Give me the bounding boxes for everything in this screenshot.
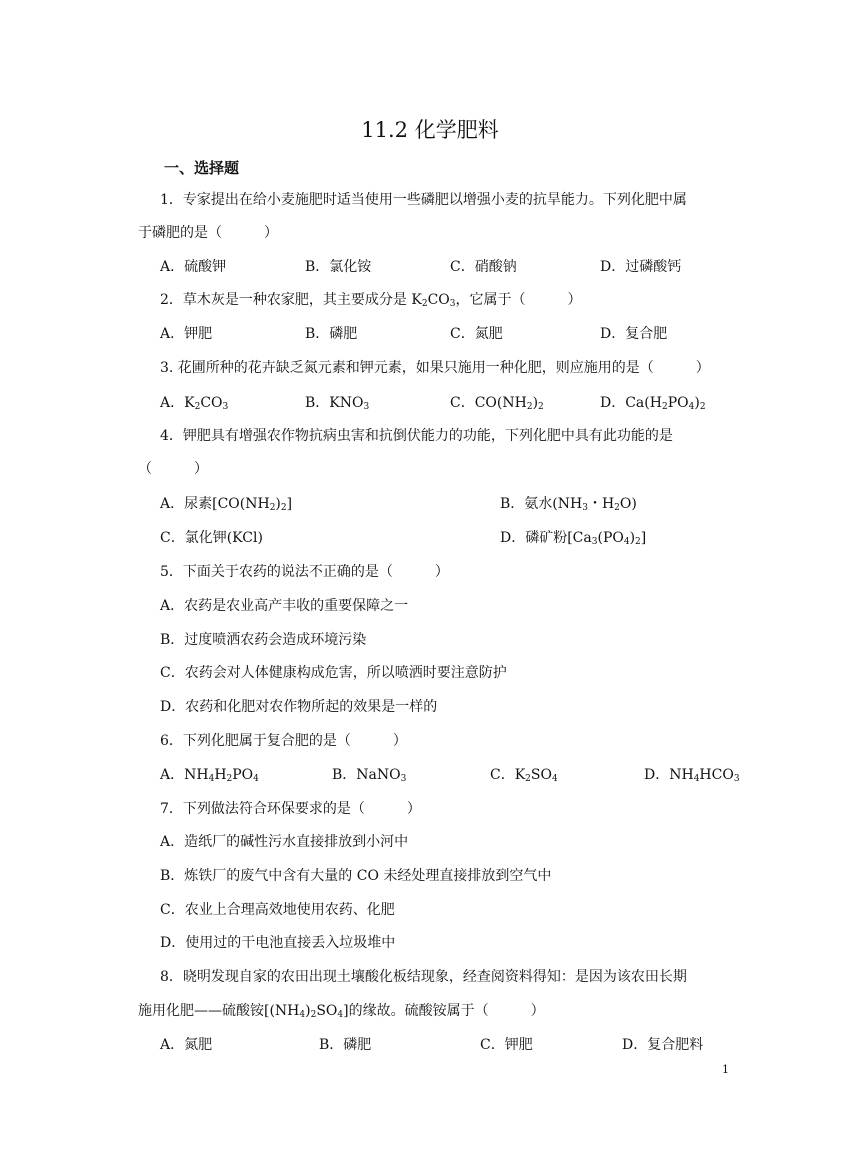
q6-option-b: B．NaNO$_3$ [332,767,407,784]
q2-option-a: A．钾肥 [160,326,213,342]
q3-option-b: B．$KNO_3$ [305,395,370,412]
document-title: 11.2 化学肥料 [361,118,499,142]
question-1-text: 1．专家提出在给小麦施肥时适当使用一些磷肥以增强小麦的抗旱能力。下列化肥中属 [160,192,687,208]
question-8-text-cont: 施用化肥——硫酸铵$[(NH_4)_2SO_4]$的缘故。硫酸铵属于（ ） [138,1003,545,1020]
q4-option-c: C．氯化钾(KCl) [160,530,263,546]
page-number: 1 [722,1063,729,1076]
q2-option-b: B．磷肥 [305,326,358,342]
q5-option-a: A．农药是农业高产丰收的重要保障之一 [160,598,409,614]
q2-option-c: C．氮肥 [450,326,503,342]
section-heading: 一、选择题 [164,159,240,177]
question-4-text: 4．钾肥具有增强农作物抗病虫害和抗倒伏能力的功能，下列化肥中具有此功能的是 [160,428,673,444]
q1-option-d: D．过磷酸钙 [600,259,682,275]
q8-option-b: B．磷肥 [319,1037,372,1053]
q8-option-c: C．钾肥 [480,1037,533,1053]
q2-option-d: D．复合肥 [600,326,668,342]
q8-option-d: D．复合肥料 [622,1037,704,1053]
q8-option-a: A．氮肥 [160,1037,213,1053]
question-7-text: 7．下列做法符合环保要求的是（ ） [160,801,421,817]
question-2-text: 2．草木灰是一种农家肥，其主要成分是 $K_2CO_3$，它属于（ ） [160,292,582,309]
question-3-text: 3. 花圃所种的花卉缺乏氮元素和钾元素，如果只施用一种化肥，则应施用的是（ ） [160,360,710,376]
q3-option-a: A．$K_2CO_3$ [160,395,229,412]
q1-option-c: C．硝酸钠 [450,259,517,275]
q6-option-c: C．$K_2SO_4$ [490,767,558,784]
q3-option-d: D．$Ca(H_2PO_4)_2$ [600,395,706,412]
q5-option-d: D．农药和化肥对农作物所起的效果是一样的 [160,699,438,715]
question-1-text-cont: 于磷肥的是（ ） [138,225,278,241]
question-4-text-cont: （ ） [138,461,208,477]
q4-option-a: A．尿素$[CO(NH_2)_2]$ [160,496,293,513]
q4-option-d: D．磷矿粉$[Ca_3(PO_4)_2]$ [500,530,647,547]
q1-option-b: B．氯化铵 [305,259,372,275]
question-5-text: 5．下面关于农药的说法不正确的是（ ） [160,564,449,580]
q7-option-d: D．使用过的干电池直接丢入垃圾堆中 [160,935,396,951]
q1-option-a: A．硫酸钾 [160,259,227,275]
q7-option-a: A．造纸厂的碱性污水直接排放到小河中 [160,834,409,850]
q4-option-b: B．氨水($NH_3$・$H_2O$) [500,496,637,513]
question-8-text: 8．晓明发现自家的农田出现土壤酸化板结现象，经查阅资料得知：是因为该农田长期 [160,969,687,985]
q5-option-c: C．农药会对人体健康构成危害，所以喷洒时要注意防护 [160,665,507,681]
q7-option-b: B．炼铁厂的废气中含有大量的 CO 未经处理直接排放到空气中 [160,868,552,884]
q5-option-b: B．过度喷洒农药会造成环境污染 [160,632,367,648]
q6-option-a: A．$NH_4H_2PO_4$ [160,767,259,784]
q3-option-c: C．$CO(NH_2)_2$ [450,395,544,412]
question-6-text: 6．下列化肥属于复合肥的是（ ） [160,733,407,749]
q7-option-c: C．农业上合理高效地使用农药、化肥 [160,902,395,918]
q6-option-d: D．$NH_4HCO_3$ [644,767,740,784]
